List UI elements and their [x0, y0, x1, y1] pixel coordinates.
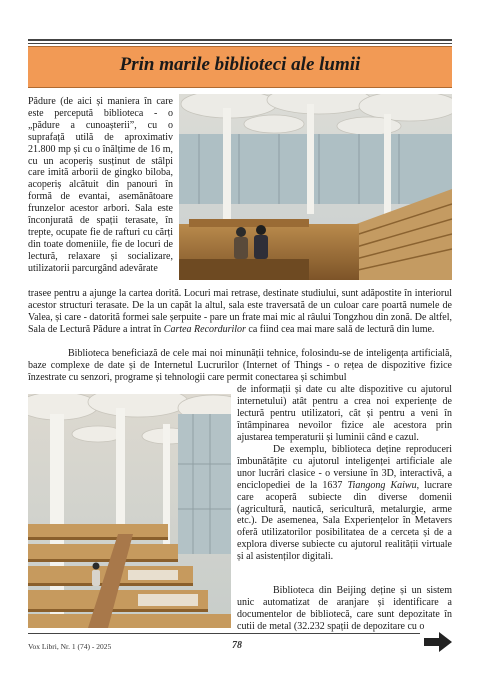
paragraph-text: Biblioteca beneficiază de cele mai noi minunății tehnice, folosindu-se de inteligența artificială, baze complexe de date și de Internetul Lucrurilor (Internet of Things - o rețea de dispozitive fizice înzestrate cu senzori, programe și tehnologii care permit conectarea și schimbul [28, 348, 452, 383]
article-paragraph-2-wrap [237, 384, 452, 444]
bottom-rule [28, 633, 420, 634]
article-paragraph-1-full [28, 288, 452, 336]
paragraph-text: Biblioteca din Beijing deține și un sistem unic automatizat de aranjare și identificare a documentelor de bibliotecă, care sunt depozitate în cutii de metal (32.232 spații de depozitare cu o [237, 585, 452, 632]
paragraph-text: ca fiind cea mai mare sală de lectură din lume. [245, 323, 435, 335]
article-paragraph-4 [237, 585, 452, 633]
page-number: 78 [232, 640, 242, 651]
page-title: Prin marile biblioteci ale lumii [119, 54, 361, 75]
article-paragraph-2-full [28, 348, 452, 384]
title-banner [28, 46, 452, 88]
paragraph-text: De exemplu, biblioteca deține reproduceri îmbunătățite cu ajutorul inteligenței artificiale ale unor lucrări clasice - o versiune în 3D, interactivă, a enciclopediei de la 1637 [237, 444, 452, 491]
top-rule-thin [28, 43, 452, 44]
top-rule-thick [28, 39, 452, 41]
record-book-title: Cartea Recordurilor [163, 323, 246, 335]
library-stacks-photo [28, 394, 231, 628]
paragraph-text: trasee pentru a ajunge la cartea dorită. Locuri mai retrase, destinate studiului, sunt adăpostite în interiorul acestor structuri terasate. De la un capăt la altul, sala este traversată de un culoar care poartă numele de Valea, și care - datorită formei sale șerpuite - pare un frate mai mic al râului Tongzhou din zonă. De altfel, Sala de Lectură Pădure a intrat în [28, 288, 452, 335]
journal-issue: Vox Libri, Nr. 1 (74) - 2025 [28, 642, 112, 651]
encyclopedia-title: Tiangong Kaiwu [347, 479, 417, 491]
article-paragraph-1-wrap [28, 96, 173, 275]
paragraph-text: Pădure (de aici și maniera în care este percepută biblioteca - o „pădure a cunoașterii”, cu o suprafață utilă de aproximativ 21.800 mp și cu o înălțime de 16 m, cu un acoperiș susținut de stâlpi care imită arborii de gingko biloba, acoperiș alcătuit din panouri în formă de evantai, asemănătoare frunzelor acestor arbori. Sala este înconjurată de spații terasate, în trepte, ocupate fie de rafturi cu cărți din toate domeniile, fie de locuri de lectură, relaxare și socializare, utilizatorii parcurgând adevărate [28, 96, 173, 274]
arrow-right-icon[interactable] [424, 632, 452, 652]
article-paragraph-3 [237, 444, 452, 563]
paragraph-text: , lucrare care acoperă subiecte din diverse domenii (agricultură, nautică, sericultură, metalurgie, arme etc.). De asemenea, Sala Experiențelor în Metavers oferă utilizatorilor posibilitatea de a cerceta și de a explora diverse subiecte cu ajutorul realității virtuale și al asistenților digitali. [237, 479, 453, 563]
paragraph-text: de informații și date cu alte dispozitive cu ajutorul internetului) atât pentru a crea noi experiențe de lectură pentru utilizatori, cât și pentru a veni în întâmpinarea nevoilor fizice ale acestora prin ajustarea temperaturii și luminii când e cazul. [237, 384, 452, 443]
reading-hall-photo [179, 94, 452, 280]
